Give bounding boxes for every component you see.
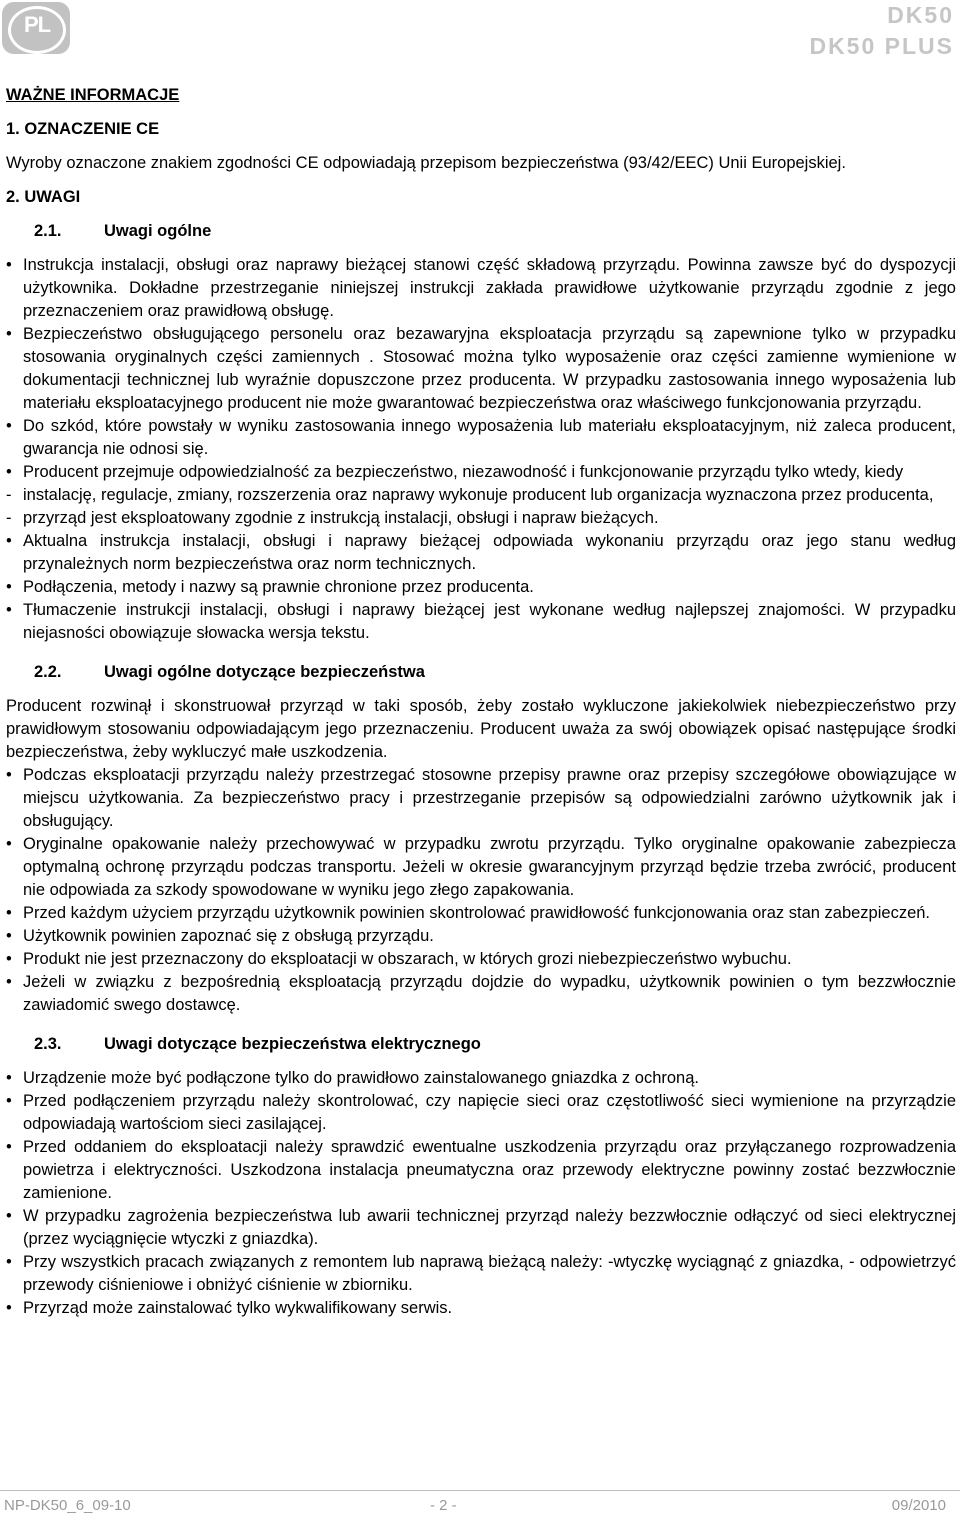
bullet-icon: •: [6, 1138, 12, 1156]
list-item: • Instrukcja instalacji, obsługi oraz naprawy bieżącej stanowi część składową przyrządu. Powinna zawsze być do dyspozycji użytkownika. Dokładne przestrzeganie niniejszej instrukcji zakłada prawidłowe użytkowanie przyrządu zgodnie z jego przeznaczeniem oraz prawidłową obsługę.: [6, 256, 956, 320]
bullet-icon: •: [6, 766, 12, 784]
bullet-icon: •: [6, 973, 12, 991]
model-name-plus: DK50 PLUS: [809, 33, 954, 59]
section-1-text: Wyroby oznaczone znakiem zgodności CE odpowiadają przepisom bezpieczeństwa (93/42/EEC) Unii Europejskiej.: [6, 154, 846, 172]
subsection-2-1-heading: [6, 220, 956, 243]
page-title: WAŻNE INFORMACJE: [6, 86, 180, 104]
dash-item: - przyrząd jest eksploatowany zgodnie z instrukcją instalacji, obsługi i napraw bieżących.: [6, 507, 956, 530]
safety-notes-list: [6, 764, 956, 1017]
subsection-2-2-heading: [6, 661, 956, 684]
bullet-icon: •: [6, 417, 12, 435]
subsection-2-3-heading: [6, 1033, 956, 1056]
list-item: • Użytkownik powinien zapoznać się z obsługą przyrządu.: [6, 925, 956, 948]
section-1-heading: 1. OZNACZENIE CE: [6, 120, 160, 138]
bullet-icon: •: [6, 904, 12, 922]
general-notes-list: [6, 254, 956, 645]
bullet-icon: •: [6, 532, 12, 550]
list-item: • Aktualna instrukcja instalacji, obsługi i naprawy bieżącej odpowiada wykonaniu przyrządu oraz jego stanu według przynależnych norm bezpieczeństwa oraz norm technicznych.: [6, 532, 956, 573]
list-item: • Produkt nie jest przeznaczony do eksploatacji w obszarach, w których grozi niebezpieczeństwo wybuchu.: [6, 948, 956, 971]
subsection-number: 2.3.: [34, 1035, 62, 1053]
list-item: • Przy wszystkich pracach związanych z remontem lub naprawą bieżącą należy: -wtyczkę wyciągnąć z gniazdka, - odpowietrzyć przewody ciśnieniowe i obniżyć ciśnienie w zbiorniku.: [6, 1253, 956, 1294]
list-item: • Tłumaczenie instrukcji instalacji, obsługi i naprawy bieżącej jest wykonane według najlepszej znajomości. W przypadku niejasności obowiązuje słowacka wersja tekstu.: [6, 601, 956, 642]
list-item: • Oryginalne opakowanie należy przechowywać w przypadku zwrotu przyrządu. Tylko oryginalne opakowanie zabezpiecza optymalną ochronę przyrządu podczas transportu. Jeżeli w okresie gwarancyjnym przyrząd będzie trzeba zwrócić, producent nie odpowiada za szkody spowodowane w wyniku jego złego zapakowania.: [6, 835, 956, 899]
list-item: • Przed każdym użyciem przyrządu użytkownik powinien skontrolować prawidłowość funkcjonowania oraz stan zabezpieczeń.: [6, 902, 956, 925]
bullet-icon: •: [6, 950, 12, 968]
page-number: - 2 -: [430, 1497, 457, 1514]
list-item: • Przed podłączeniem przyrządu należy skontrolować, czy napięcie sieci oraz częstotliwość sieci wymienione na przyrządzie odpowiadają wartościom sieci zasilającej.: [6, 1092, 956, 1133]
model-name: DK50: [887, 2, 954, 28]
list-item: • Urządzenie może być podłączone tylko do prawidłowo zainstalowanego gniazdka z ochroną.: [6, 1067, 956, 1090]
list-item: • Producent przejmuje odpowiedzialność za bezpieczeństwo, niezawodność i funkcjonowanie przyrządu tylko wtedy, kiedy: [6, 461, 956, 484]
logo-text: PL: [23, 12, 51, 37]
list-item: • Do szkód, które powstały w wyniku zastosowania innego wyposażenia lub materiału eksploatacyjnym, niż zaleca producent, gwarancja nie odnosi się.: [6, 417, 956, 458]
list-item: • W przypadku zagrożenia bezpieczeństwa lub awarii technicznej przyrząd należy bezzwłocznie odłączyć od sieci elektrycznej (przez wyciągnięcie wtyczki z gniazdka).: [6, 1207, 956, 1248]
language-logo: [2, 2, 70, 54]
document-date: 09/2010: [891, 1497, 946, 1514]
dash-icon: -: [6, 509, 12, 527]
electrical-notes-list: [6, 1067, 956, 1320]
dash-item: - instalację, regulacje, zmiany, rozszerzenia oraz naprawy wykonuje producent lub organizacja wyznaczona przez producenta,: [6, 484, 956, 507]
safety-intro: Producent rozwinął i skonstruował przyrząd w taki sposób, żeby zostało wykluczone jakiekolwiek niebezpieczeństwo przy prawidłowym stosowaniu odpowiadającym jego przeznaczeniu. Producent uważa za swój obowiązek opisać następujące środki bezpieczeństwa, żeby wykluczyć małe uszkodzenia.: [6, 697, 956, 761]
bullet-icon: •: [6, 1069, 12, 1087]
bullet-icon: •: [6, 1299, 12, 1317]
bullet-icon: •: [6, 927, 12, 945]
bullet-icon: •: [6, 601, 12, 619]
bullet-icon: •: [6, 256, 12, 274]
bullet-icon: •: [6, 1092, 12, 1110]
list-item: • Jeżeli w związku z bezpośrednią eksploatacją przyrządu dojdzie do wypadku, użytkownik powinien o tym bezzwłocznie zawiadomić swego dostawcę.: [6, 973, 956, 1014]
page-footer: [0, 1490, 960, 1519]
bullet-icon: •: [6, 463, 12, 481]
section-2-heading: 2. UWAGI: [6, 188, 81, 206]
list-item: • Bezpieczeństwo obsługującego personelu oraz bezawaryjna eksploatacja przyrządu są zapewnione tylko w przypadku stosowania oryginalnych części zamiennych . Stosować można tylko wyposażenie oraz części zamienne wymienione w dokumentacji technicznej lub wyraźnie dopuszczone przez producenta. W przypadku zastosowania innego wyposażenia lub materiału eksploatacyjnego producent nie może gwarantować bezpieczeństwa oraz właściwego funkcjonowania przyrządu.: [6, 325, 956, 412]
list-item: • Przed oddaniem do eksploatacji należy sprawdzić ewentualne uszkodzenia przyrządu oraz przyłączanego rozprowadzenia powietrza i elektryczności. Uszkodzona instalacja pneumatyczna oraz przewody elektryczne powinny zostać bezzwłocznie zamienione.: [6, 1138, 956, 1202]
list-item: • Podczas eksploatacji przyrządu należy przestrzegać stosowne przepisy prawne oraz przepisy szczegółowe obowiązujące w miejscu użytkowania. Za bezpieczeństwo pracy i przestrzeganie przepisów są odpowiedzialni zarówno użytkownik jak i obsługujący.: [6, 766, 956, 830]
subsection-title: Uwagi ogólne dotyczące bezpieczeństwa: [104, 663, 425, 681]
subsection-title: Uwagi ogólne: [104, 222, 212, 240]
bullet-icon: •: [6, 578, 12, 596]
document-id: NP-DK50_6_09-10: [4, 1497, 131, 1514]
bullet-icon: •: [6, 1207, 12, 1225]
bullet-icon: •: [6, 1253, 12, 1271]
list-item: • Podłączenia, metody i nazwy są prawnie chronione przez producenta.: [6, 576, 956, 599]
document-body: [6, 84, 956, 1320]
page-header: [0, 0, 960, 62]
list-item: • Przyrząd może zainstalować tylko wykwalifikowany serwis.: [6, 1297, 956, 1320]
bullet-icon: •: [6, 835, 12, 853]
subsection-title: Uwagi dotyczące bezpieczeństwa elektrycznego: [104, 1035, 481, 1053]
subsection-number: 2.1.: [34, 222, 62, 240]
dash-icon: -: [6, 486, 12, 504]
bullet-icon: •: [6, 325, 12, 343]
subsection-number: 2.2.: [34, 663, 62, 681]
